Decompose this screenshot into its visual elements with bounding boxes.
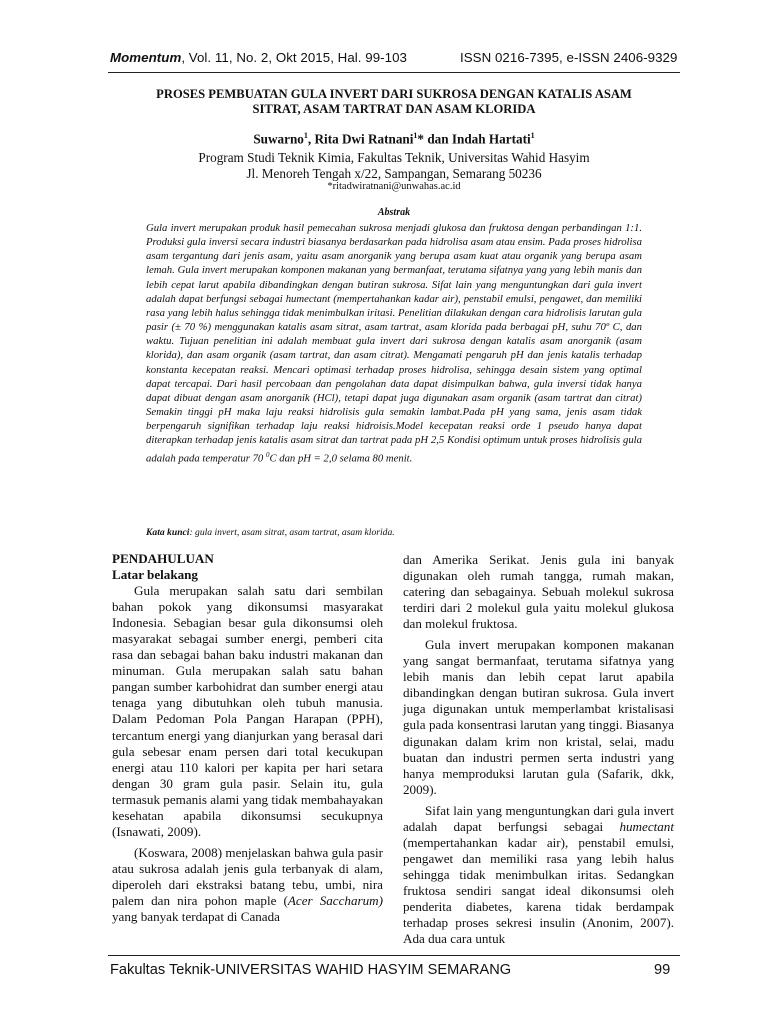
abstract-text-end: C dan pH = 2,0 selama 80 menit. [269, 452, 413, 465]
paragraph-5 [403, 803, 674, 947]
affiliation-line-2: Jl. Menoreh Tengah x/22, Sampangan, Semarang 50236 [246, 166, 542, 182]
author-2: Rita Dwi Ratnani [314, 131, 414, 147]
humectant-term: humectant [619, 818, 674, 834]
author-list [108, 131, 680, 147]
subsection-heading: Latar belakang [112, 567, 198, 583]
page-number: 99 [654, 962, 671, 978]
corresponding-mark: * dan [417, 131, 452, 147]
paragraph-5-text: Sifat lain yang menguntungkan dari gula invert adalah dapat berfungsi sebagai [403, 802, 674, 834]
paragraph-2-text: (Koswara, 2008) menjelaskan bahwa gula pasir atau sukrosa adalah jenis gula terbanyak di alam, diperoleh dari ekstraksi batang tebu, umbi, nira palem dan nira pohon maple ( [112, 844, 383, 908]
author-email: *ritadwiratnani@unwahas.ac.id [327, 181, 461, 192]
paragraph-3: dan Amerika Serikat. Jenis gula ini banyak digunakan oleh rumah tangga, rumah makan, catering dan sebagainya. Sebuah molekul sukrosa terdiri dari 2 molekul gula yaitu molekul glukosa dan molekul fruktosa. [403, 552, 674, 632]
affiliation-line-1: Program Studi Teknik Kimia, Fakultas Teknik, Universitas Wahid Hasyim [198, 150, 590, 165]
degree-sup: 0 [265, 450, 270, 459]
abstract-text [146, 221, 642, 465]
section-heading: PENDAHULUAN [112, 551, 214, 566]
footer-institution: Fakultas Teknik-UNIVERSITAS WAHID HASYIM SEMARANG [110, 962, 512, 978]
paragraph-1: Gula merupakan salah satu dari sembilan bahan pokok yang dikonsumsi masyarakat Indonesia. Sebagian besar gula dikonsumsi oleh masyarakat sebagai sumber energi, pemberi cita rasa dan sebagai bahan baku industri makanan dan minuman. Gula merupakan salah satu bahan pangan sumber karbohidrat dan sumber energi atau tenaga yang dibutuhkan oleh tubuh manusia. Dalam Pedoman Pola Pangan Harapan (PPH), tercantum energi yang dianjurkan yang berasal dari gula sebesar enam persen dari total kecukupan energi atau 110 kalori per kapita per hari setara dengan 30 gram gula pasir. Selain itu, gula termasuk pemanis alami yang tidak membahayakan kesehatan apabila dikonsumsi secukupnya (Isnawati, 2009). [112, 583, 383, 839]
keywords-text: : gula invert, asam sitrat, asam tartrat, asam klorida. [189, 527, 395, 538]
author-3: Indah Hartati [451, 131, 531, 147]
journal-name: Momentum, Vol. 11, No. 2, Okt 2015, Hal. 99-103 [110, 50, 407, 65]
keywords-label: Kata kunci [146, 527, 190, 538]
species-name: Acer Saccharum) [287, 892, 383, 908]
header-divider [108, 72, 680, 73]
issn-line: ISSN 0216-7395, e-ISSN 2406-9329 [460, 50, 678, 65]
paper-title [108, 87, 680, 117]
author-separator: , [307, 131, 315, 147]
running-header [110, 50, 678, 65]
abstract-heading: Abstrak [377, 207, 411, 218]
paragraph-5-end: (mempertahankan kadar air), penstabil emulsi, pengawet dan memiliki rasa yang lebih halus sehingga tidak menimbulkan iritas. Sedangkan fruktosa sendiri sangat ideal dikonsumsi oleh penderita diabetes, karena tidak berdampak terhadap proses sekresi insulin (Anonim, 2007). Ada dua cara untuk [403, 834, 674, 947]
right-column [403, 552, 674, 947]
keywords [146, 527, 642, 538]
title-line-1: PROSES PEMBUATAN GULA INVERT DARI SUKROSA DENGAN KATALIS ASAM [156, 87, 632, 101]
footer-divider [108, 955, 680, 956]
author-2-affil: 1 [413, 131, 418, 140]
affiliation [108, 150, 680, 183]
paragraph-2 [112, 845, 383, 925]
author-3-affil: 1 [530, 131, 535, 140]
left-column [112, 551, 383, 925]
title-line-2: SITRAT, ASAM TARTRAT DAN ASAM KLORIDA [252, 102, 536, 116]
paragraph-2-end: yang banyak terdapat di Canada [112, 909, 280, 925]
author-1: Suwarno [253, 131, 304, 147]
author-1-affil: 1 [303, 131, 308, 140]
paragraph-4: Gula invert merupakan komponen makanan yang sangat bermanfaat, terutama sifatnya yang lebih manis dan lebih cepat larut apabila dibandingkan dengan butiran sukrosa. Gula invert juga digunakan untuk memperlambat kristalisasi gula pada konsentrasi larutan yang tinggi. Biasanya digunakan dalam krim non kristal, selai, madu buatan dan industri permen serta industri yang hanya memproduksi larutan gula (Safarik, dkk, 2009). [403, 637, 674, 797]
abstract-body [146, 221, 642, 465]
abstract-text-main: Gula invert merupakan produk hasil pemecahan sukrosa menjadi glukosa dan fruktosa dengan perbandingan 1:1. Produksi gula inversi secara industri biasanya berdasarkan pada hidrolisa asam atau ensim. Pada proses hidrolisa asam tergantung dari jenis asam, yaitu asam anorganik yang berupa asam kuat atau organik yang berupa asam lemah. Gula invert merupakan komponen makanan yang bermanfaat, terutama sifatnya yang yang lebih manis dan lebih cepat larut apabila dibandingkan dengan butiran sukrosa. Sifat lain yang menguntungkan dari gula invert adalah dapat berfungsi sebagai humectant (mempertahankan kadar air), penstabil emulsi, pengawet, dan memiliki rasa yang lebih halus sehingga tidak menimbulkan iritasi. Penelitian dilakukan dengan cara hidrolisis larutan gula pasir (± 70 %) menggunakan katalis asam sitrat, asam tartrat, asam klorida pada berbagai pH, suhu 70º C, dan waktu. Tujuan penelitian ini adalah membuat gula invert dari sukrosa dengan katalis asam anorganik (asam klorida), dan asam organik (asam tartrat, dan asam citrat). Mengamati pengaruh pH dan jenis katalis terhadap konstanta kecepatan reaksi. Mencari optimasi terhadap proses hidrolisa, sehingga desain sistem yang optimal dapat tercapai. Dari hasil percobaan dan pengolahan data dapat disimpulkan bahwa, gula inversi tidak hanya dapat dibuat dengan asam anorganik (HCl), tetapi dapat juga digunakan asam organik (asam tartrat dan citrat) Semakin tinggi pH maka laju reaksi hidrolisis gula semakin lambat.Pada pH yang sama, jenis asam tidak berpengaruh signifikan terhadap laju reaksi hidroisis.Model kecepatan reaksi orde 1 pseudo hanya dapat diterapkan terhadap jenis katalis asam sitrat dan tartrat pada pH 2,5 Kondisi optimum untuk proses hidrolisis gula adalah pada temperatur 70 [146, 222, 642, 465]
